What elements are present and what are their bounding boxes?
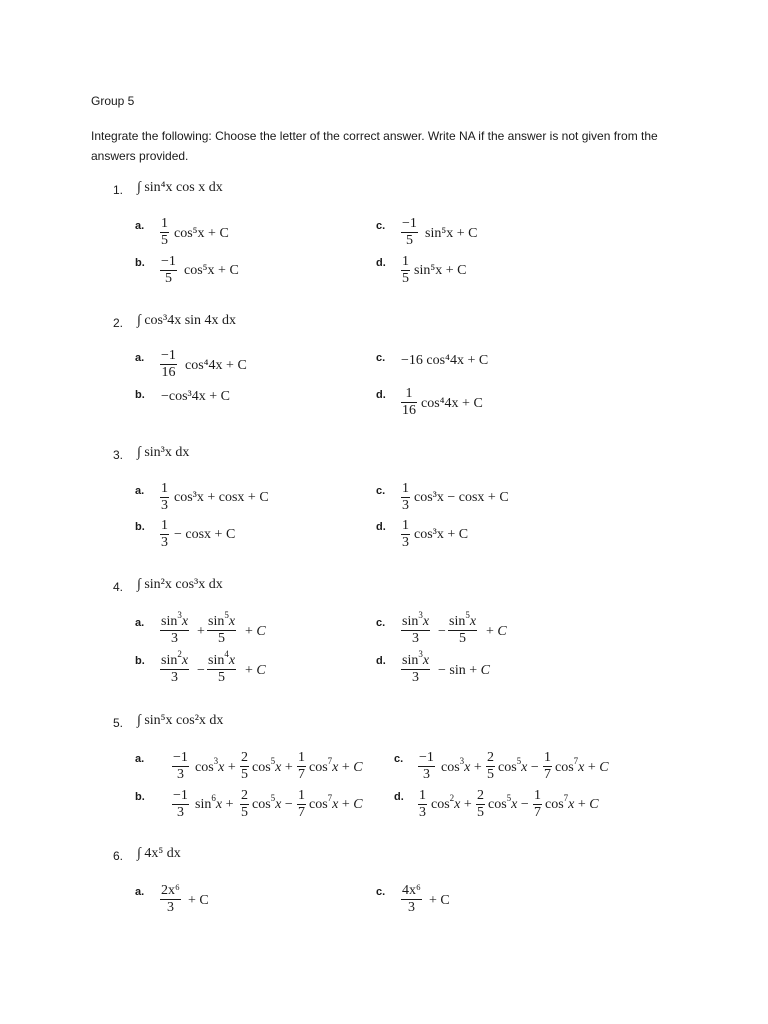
q5-option-d-frac2: $\frac{2}{5}$: [477, 788, 484, 820]
q1-option-b-fraction: $\frac{-1}{5}$: [161, 254, 176, 286]
q2-option-a-letter: a.: [135, 352, 145, 364]
q1-option-a-fraction: $\frac{1}{5}$: [161, 216, 168, 248]
q5-option-a-t2: $\cos^5x$ +: [252, 756, 293, 775]
q5-option-c-t2: $\cos^5x$ −: [498, 756, 539, 775]
q4-option-a-frac2: $\frac{\sin^5x}{5}$: [208, 610, 236, 646]
q2-option-a-fraction: $\frac{-1}{16}$: [161, 348, 176, 380]
q4-option-d-letter: d.: [376, 655, 386, 667]
q4-option-c-minus: −: [438, 624, 446, 639]
q5-option-a-t1: $\cos^3x$ +: [195, 756, 236, 775]
q2-option-b-expr: −cos³4x + C: [161, 389, 230, 404]
question-2-number: 2.: [113, 316, 124, 330]
q2-option-d-letter: d.: [376, 389, 386, 401]
q6-option-a-letter: a.: [135, 886, 145, 898]
q4-option-b-frac2: $\frac{\sin^4x}{5}$: [208, 649, 236, 685]
q3-option-c-expr: cos³x − cosx + C: [414, 490, 509, 505]
q3-option-d-expr: cos³x + C: [414, 527, 469, 542]
q4-option-c-letter: c.: [376, 617, 386, 629]
q6-option-c-fraction: $\frac{\text{4x⁶}}{3}$: [402, 883, 421, 915]
q4-option-b-letter: b.: [135, 655, 145, 667]
q6-option-a-expr: + C: [188, 893, 209, 908]
q2-option-b-letter: b.: [135, 389, 145, 401]
question-2-integral: ∫ cos³4x sin 4x dx: [137, 313, 237, 328]
q4-option-a-letter: a.: [135, 617, 145, 629]
q5-option-b-letter: b.: [135, 791, 145, 803]
q1-option-b-letter: b.: [135, 257, 145, 269]
q2-option-c-expr: −16 cos⁴4x + C: [401, 353, 489, 368]
q5-option-c-t3: $\cos^7x + C$: [555, 756, 609, 775]
q5-option-a-frac1: $\frac{-1}{3}$: [173, 750, 188, 782]
q1-option-c-letter: c.: [376, 220, 386, 232]
q1-option-d-letter: d.: [376, 257, 386, 269]
q6-option-c-expr: + C: [429, 893, 450, 908]
q5-option-d-t1: $\cos^2x$ +: [431, 793, 472, 812]
q5-option-c-frac3: $\frac{1}{7}$: [544, 750, 551, 782]
q5-option-a-letter: a.: [135, 753, 145, 765]
q3-option-b-fraction: $\frac{1}{3}$: [161, 518, 168, 550]
question-4-number: 4.: [113, 580, 124, 594]
q5-option-b-t2: $\cos^5x$ −: [252, 793, 293, 812]
q4-option-a-tail: + C: [245, 624, 266, 639]
question-3-number: 3.: [113, 448, 124, 462]
q4-option-d-frac: $\frac{\sin^3x}{3}$: [402, 649, 430, 685]
q3-option-d-fraction: $\frac{1}{3}$: [402, 518, 409, 550]
q1-option-a-letter: a.: [135, 220, 145, 232]
q4-option-c-frac1: $\frac{\sin^3x}{3}$: [402, 610, 430, 646]
q5-option-b-frac1: $\frac{-1}{3}$: [173, 788, 188, 820]
q1-option-c-fraction: $\frac{-1}{5}$: [402, 216, 417, 248]
q5-option-b-frac2: $\frac{2}{5}$: [241, 788, 248, 820]
q4-option-a-plus: +: [197, 624, 205, 639]
q5-option-b-t3: $\cos^7x + C$: [309, 793, 363, 812]
q4-option-b-minus: −: [197, 663, 205, 678]
q4-option-a-frac1: $\frac{\sin^3x}{3}$: [161, 610, 189, 646]
q2-option-c-letter: c.: [376, 352, 386, 364]
q3-option-d-letter: d.: [376, 521, 386, 533]
q5-option-d-t3: $\cos^7x + C$: [545, 793, 599, 812]
q3-option-b-expr: − cosx + C: [174, 527, 236, 542]
instructions-text: Integrate the following: Choose the letter of the correct answer. Write NA if the answer is not given from the answers provided.: [91, 129, 658, 163]
q5-option-c-frac1: $\frac{-1}{3}$: [419, 750, 434, 782]
q5-option-c-frac2: $\frac{2}{5}$: [487, 750, 494, 782]
question-5-number: 5.: [113, 716, 124, 730]
q3-option-a-letter: a.: [135, 485, 145, 497]
q4-option-b-tail: + C: [245, 663, 266, 678]
q5-option-b-frac3: $\frac{1}{7}$: [298, 788, 305, 820]
question-1-integral: ∫ sin⁴x cos x dx: [137, 180, 223, 195]
q3-option-a-fraction: $\frac{1}{3}$: [161, 481, 168, 513]
q3-option-a-expr: cos³x + cosx + C: [174, 490, 269, 505]
q2-option-d-fraction: $\frac{1}{16}$: [402, 386, 416, 418]
group-title: Group 5: [91, 94, 135, 108]
q1-option-d-expr: sin⁵x + C: [414, 263, 467, 278]
q5-option-c-letter: c.: [394, 753, 404, 765]
q2-option-a-expr: cos⁴4x + C: [185, 358, 247, 373]
q1-option-a-expr: cos⁵x + C: [174, 226, 229, 241]
q1-option-d-fraction: $\frac{1}{5}$: [402, 254, 409, 286]
question-6-number: 6.: [113, 849, 124, 863]
q1-option-c-expr: sin⁵x + C: [425, 226, 478, 241]
q5-option-c-t1: $\cos^3x$ +: [441, 756, 482, 775]
q5-option-a-t3: $\cos^7x + C$: [309, 756, 363, 775]
q5-option-d-frac1: $\frac{1}{3}$: [419, 788, 426, 820]
q4-option-d-tail: − sin + C: [438, 663, 490, 678]
q4-option-c-tail: + C: [486, 624, 507, 639]
question-1-number: 1.: [113, 183, 124, 197]
q2-option-d-expr: cos⁴4x + C: [421, 396, 483, 411]
q1-option-b-expr: cos⁵x + C: [184, 263, 239, 278]
question-6-integral: ∫ 4x⁵ dx: [137, 846, 181, 861]
q5-option-d-letter: d.: [394, 791, 404, 803]
question-5-integral: ∫ sin⁵x cos²x dx: [137, 713, 224, 728]
q5-option-d-frac3: $\frac{1}{7}$: [534, 788, 541, 820]
q6-option-c-letter: c.: [376, 886, 386, 898]
q3-option-c-letter: c.: [376, 485, 386, 497]
q3-option-c-fraction: $\frac{1}{3}$: [402, 481, 409, 513]
question-3-integral: ∫ sin³x dx: [137, 445, 190, 460]
q3-option-b-letter: b.: [135, 521, 145, 533]
q4-option-b-frac1: $\frac{\sin^2x}{3}$: [161, 649, 189, 685]
question-4-integral: ∫ sin²x cos³x dx: [137, 577, 223, 592]
q5-option-b-t1: $\sin^6x$ +: [195, 793, 234, 812]
q5-option-a-frac2: $\frac{2}{5}$: [241, 750, 248, 782]
q6-option-a-fraction: $\frac{\text{2x⁶}}{3}$: [161, 883, 180, 915]
q4-option-c-frac2: $\frac{\sin^5x}{5}$: [449, 610, 477, 646]
q5-option-d-t2: $\cos^5x$ −: [488, 793, 529, 812]
q5-option-a-frac3: $\frac{1}{7}$: [298, 750, 305, 782]
